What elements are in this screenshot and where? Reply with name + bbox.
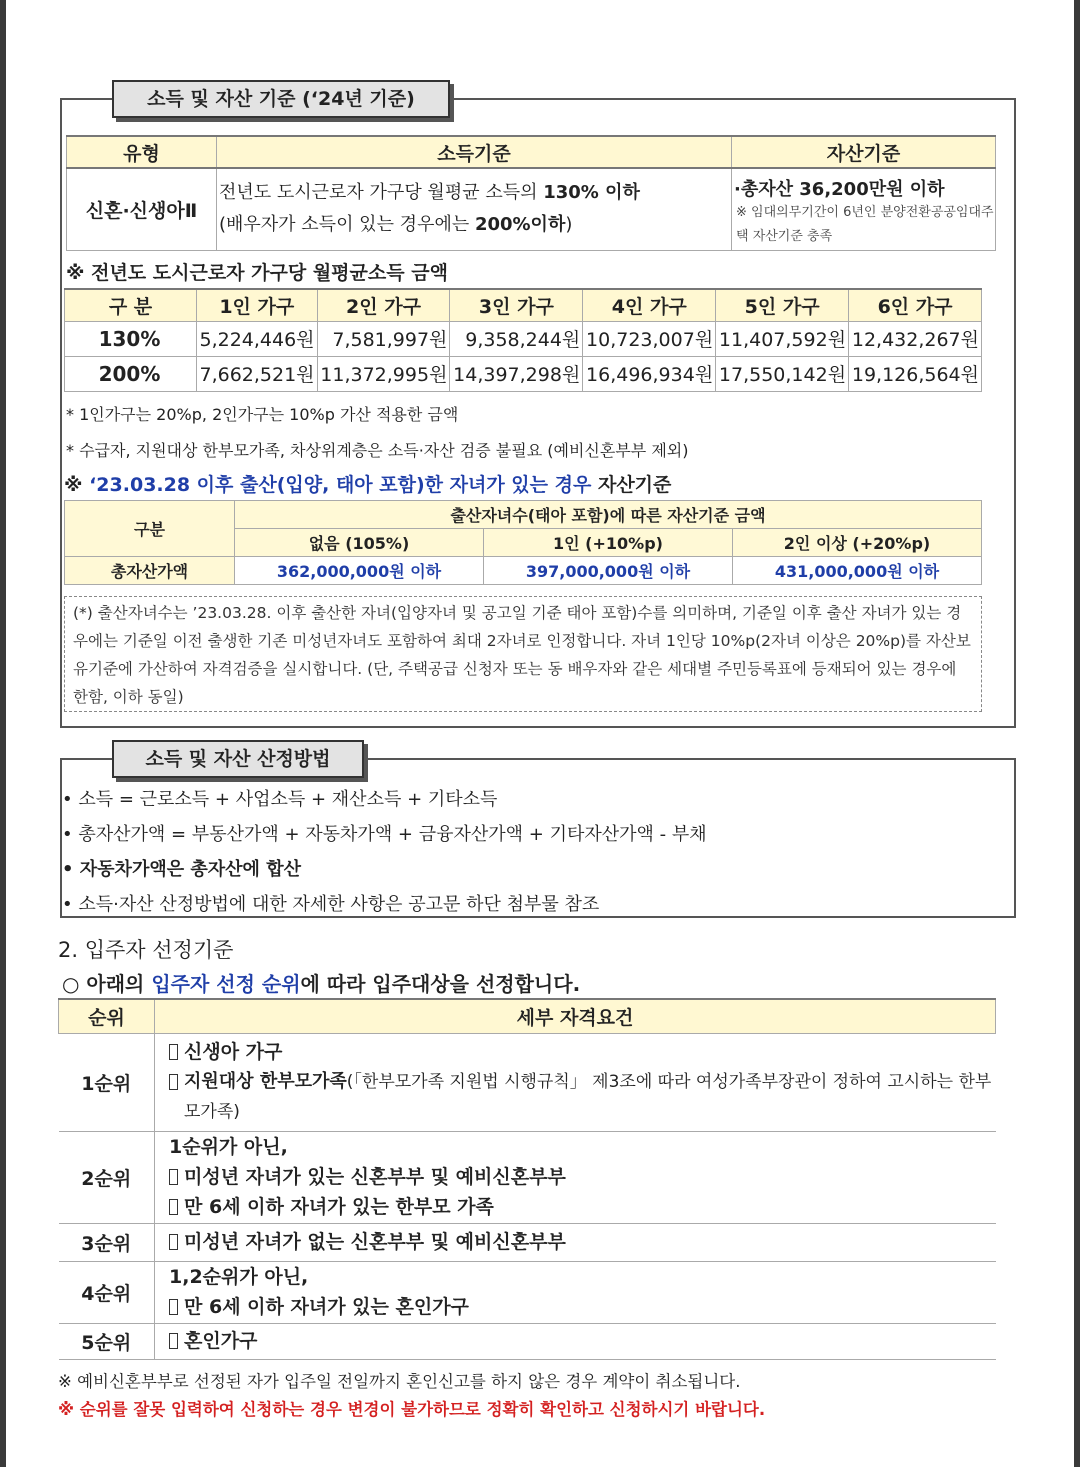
income-note-1: * 1인가구는 20%p, 2인가구는 10%p 가산 적용한 금액	[66, 405, 459, 424]
lead-highlight: 입주자 선정 순위	[151, 972, 301, 996]
checkbox-icon	[169, 1074, 178, 1090]
income-line2-close: )	[565, 214, 573, 236]
header-asset: 자산기준	[732, 136, 996, 168]
child-asset-table	[64, 500, 982, 585]
selection-rank-table	[58, 998, 996, 1360]
table-cell: 17,550,142원	[716, 356, 849, 391]
child-group-head: 출산자녀수(태아 포함)에 따른 자산기준 금액	[235, 501, 982, 529]
rank-1-line2-note: (「한부모가족 지원법 시행규칙」 제3조에 따라 여성가족부장관이 정하여 고시하는 한부모가족)	[184, 1072, 992, 1122]
calculation-list	[62, 782, 707, 922]
list-item: • 총자산가액 = 부동산가액 + 자동차가액 + 금융자산가액 + 기타자산가액 - 부채	[62, 824, 707, 845]
rank-5-label: 5순위	[59, 1323, 155, 1359]
income-header-1: 1인 가구	[197, 289, 318, 321]
rank-4-label: 4순위	[59, 1261, 155, 1323]
section3-title: 2. 입주자 선정기준	[58, 938, 234, 962]
table-row	[59, 1323, 996, 1359]
child-footnote: (*) 출산자녀수는 ’23.03.28. 이후 출산한 자녀(입양자녀 및 공고일 기준 태아 포함)수를 의미하며, 기준일 이후 출산 자녀가 있는 경우에는 기준일 이전 출생한 기존 미성년자녀도 포함하여 최대 2자녀로 인정합니다. 자녀 1인당 10%p(2자녀 이상은 20%p)를 자산보유기준에 가산하여 자격검증을 실시합니다. (단, 주택공급 신청자 또는 동 배우자와 같은 세대별 주민등록표에 등재되어 있는 경우에 한함, 이하 동일)	[73, 604, 971, 706]
table-cell: 11,372,995원	[317, 356, 450, 391]
rank-3-line1: 미성년 자녀가 없는 신혼부부 및 예비신혼부부	[184, 1231, 566, 1253]
child-value-2: 431,000,000원 이하	[733, 557, 982, 585]
child-sub-head-1: 1인 (+10%p)	[484, 529, 733, 557]
asset-criteria-cell	[732, 168, 996, 250]
rank-5-line1: 혼인가구	[184, 1330, 258, 1352]
income-asset-criteria-title: 소득 및 자산 기준 (‘24년 기준)	[112, 80, 450, 118]
rank-5-detail	[155, 1323, 996, 1359]
rank-2-line0: 1순위가 아닌,	[169, 1136, 288, 1158]
checkbox-icon	[169, 1299, 178, 1315]
rank-4-line0: 1,2순위가 아닌,	[169, 1266, 309, 1288]
rank-2-detail	[155, 1131, 996, 1223]
row-label-130: 130%	[65, 321, 197, 356]
table-cell: 12,432,267원	[849, 321, 982, 356]
rank-4-detail	[155, 1261, 996, 1323]
child-sub-head-0: 없음 (105%)	[235, 529, 484, 557]
checkbox-icon	[169, 1333, 178, 1349]
income-header-3: 3인 가구	[450, 289, 583, 321]
rank-1-line1: 신생아 가구	[184, 1041, 283, 1063]
table-row	[59, 1131, 996, 1223]
table-cell: 11,407,592원	[716, 321, 849, 356]
income-criteria-cell	[217, 168, 732, 250]
child-heading-rest: 자산기준	[591, 474, 672, 496]
checkbox-icon	[169, 1044, 178, 1060]
child-value-0: 362,000,000원 이하	[235, 557, 484, 585]
list-item-text: 소득·자산 산정방법에 대한 자세한 사항은 공고문 하단 첨부물 참조	[78, 894, 600, 915]
income-header-0: 구 분	[65, 289, 197, 321]
section3-lead	[62, 968, 580, 997]
header-income: 소득기준	[217, 136, 732, 168]
list-item-text: 소득 = 근로소득 + 사업소득 + 재산소득 + 기타소득	[78, 789, 498, 810]
table-row	[59, 1223, 996, 1261]
income-line1-bold: 130% 이하	[543, 182, 640, 204]
header-detail: 세부 자격요건	[155, 999, 996, 1033]
list-item: • 소득·자산 산정방법에 대한 자세한 사항은 공고문 하단 첨부물 참조	[62, 894, 600, 915]
child-row-label: 총자산가액	[65, 557, 235, 585]
child-col-head: 구분	[65, 501, 235, 557]
income-line2-bold: 200%이하	[474, 214, 566, 236]
checkbox-icon	[169, 1234, 178, 1250]
income-table	[64, 288, 982, 392]
rank-2-label: 2순위	[59, 1131, 155, 1223]
table-cell: 10,723,007원	[583, 321, 716, 356]
row-type-label: 신혼·신생아Ⅱ	[67, 168, 217, 250]
list-item: • 자동차가액은 총자산에 합산	[62, 859, 301, 880]
child-sub-head-2: 2인 이상 (+20%p)	[733, 529, 982, 557]
rank-2-line2: 만 6세 이하 자녀가 있는 한부모 가족	[184, 1196, 494, 1218]
rank-4-line1: 만 6세 이하 자녀가 있는 혼인가구	[184, 1296, 469, 1318]
child-heading	[64, 470, 671, 497]
table-row	[59, 1033, 996, 1131]
rank-1-detail	[155, 1033, 996, 1131]
income-line1: 전년도 도시근로자 가구당 월평균 소득의	[219, 182, 544, 204]
table-row	[65, 356, 982, 391]
income-line2: (배우자가 소득이 있는 경우에는	[219, 214, 475, 236]
child-heading-mark: ※	[64, 474, 90, 496]
asset-note: ※ 임대의무기간이 6년인 분양전환공공임대주택 자산기준 충족	[736, 205, 994, 244]
income-heading: ※ 전년도 도시근로자 가구당 월평균소득 금액	[66, 262, 448, 284]
list-item: • 소득 = 근로소득 + 사업소득 + 재산소득 + 기타소득	[62, 789, 498, 810]
child-footnote-box	[64, 596, 982, 712]
lead-pre: ○ 아래의	[62, 972, 152, 996]
header-type: 유형	[67, 136, 217, 168]
table-row	[59, 1261, 996, 1323]
asset-main: ·총자산 36,200만원 이하	[734, 179, 945, 200]
checkbox-icon	[169, 1199, 178, 1215]
section3-note-1: ※ 예비신혼부부로 선정된 자가 입주일 전일까지 혼인신고를 하지 않은 경우 계약이 취소됩니다.	[58, 1372, 741, 1391]
table-cell: 19,126,564원	[849, 356, 982, 391]
table-cell: 16,496,934원	[583, 356, 716, 391]
section3-note-2: ※ 순위를 잘못 입력하여 신청하는 경우 변경이 불가하므로 정확히 확인하고 신청하시기 바랍니다.	[58, 1400, 766, 1419]
child-heading-highlight: ‘23.03.28 이후 출산(입양, 태아 포함)한 자녀가 있는 경우	[89, 474, 592, 496]
right-edge-bar	[1074, 0, 1080, 1467]
income-header-2: 2인 가구	[317, 289, 450, 321]
checkbox-icon	[169, 1169, 178, 1185]
list-item-text: 총자산가액 = 부동산가액 + 자동차가액 + 금융자산가액 + 기타자산가액 - 부채	[78, 824, 707, 845]
table-cell: 14,397,298원	[450, 356, 583, 391]
rank-1-label: 1순위	[59, 1033, 155, 1131]
table-row	[65, 321, 982, 356]
rank-1-line2-bold: 지원대상 한부모가족	[184, 1071, 347, 1092]
rank-3-detail	[155, 1223, 996, 1261]
income-header-6: 6인 가구	[849, 289, 982, 321]
rank-2-line1: 미성년 자녀가 있는 신혼부부 및 예비신혼부부	[184, 1166, 566, 1188]
income-note-2: * 수급자, 지원대상 한부모가족, 차상위계층은 소득·자산 검증 불필요 (예비신혼부부 제외)	[66, 441, 689, 460]
table-cell: 9,358,244원	[450, 321, 583, 356]
child-value-1: 397,000,000원 이하	[484, 557, 733, 585]
list-item-text: 자동차가액은 총자산에 합산	[79, 859, 301, 880]
lead-post: 에 따라 입주대상을 선정합니다.	[300, 972, 581, 996]
header-rank: 순위	[59, 999, 155, 1033]
row-label-200: 200%	[65, 356, 197, 391]
table-cell: 7,581,997원	[317, 321, 450, 356]
criteria-table	[66, 135, 996, 251]
income-header-5: 5인 가구	[716, 289, 849, 321]
income-header-4: 4인 가구	[583, 289, 716, 321]
table-cell: 7,662,521원	[197, 356, 318, 391]
table-cell: 5,224,446원	[197, 321, 318, 356]
rank-3-label: 3순위	[59, 1223, 155, 1261]
left-edge-bar	[0, 0, 6, 1467]
calculation-method-title: 소득 및 자산 산정방법	[112, 740, 364, 778]
